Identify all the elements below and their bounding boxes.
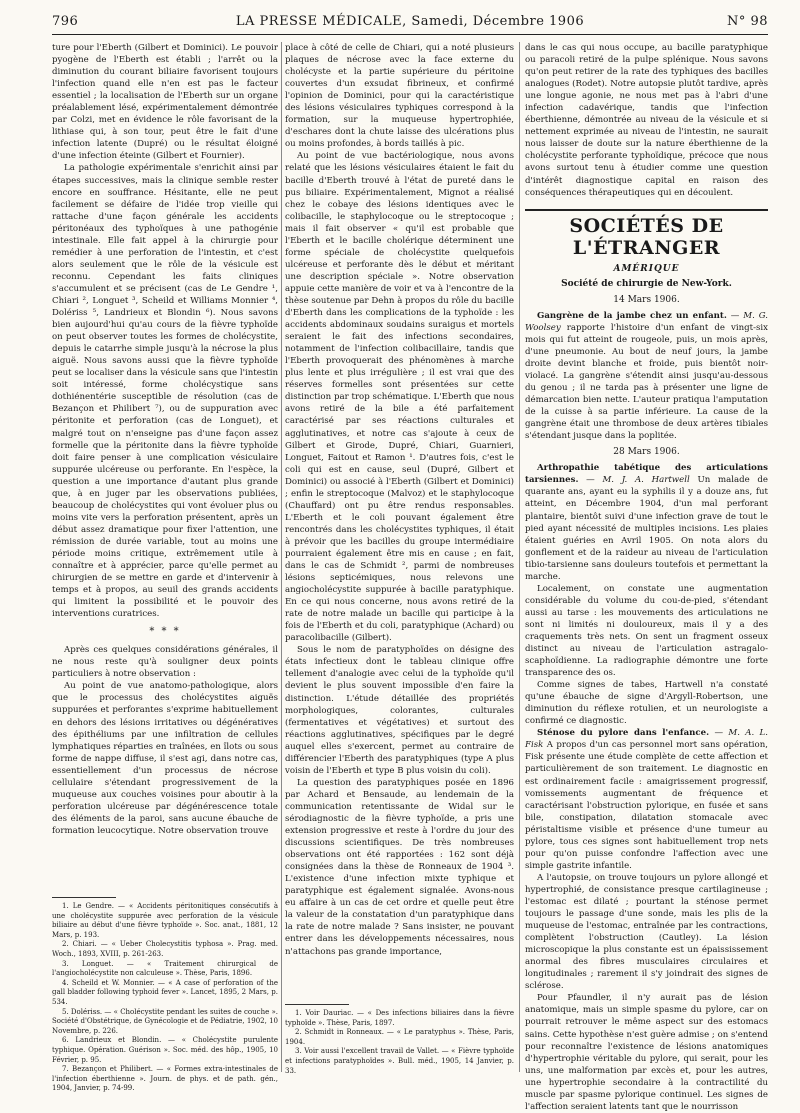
column-2	[285, 42, 514, 958]
paragraph: place à côté de celle de Chiari, qui a noté plusieurs plaques de nécrose avec la face externe du cholécyste et la partie supérieure du péritoine couvertes d'un exsudat fibrineux, et confirmé l'opinion de Dominici, pour qui la caractéristique des lésions vésiculaires typhiques correspond à la formation, sur la muqueuse hypertrophiée, d'eschares dont la chute laisse des ulcérations plus ou moins profondes, à bords taillés à pic.	[285, 43, 514, 150]
paragraph: Comme signes de tabes, Hartwell n'a constaté qu'une ébauche de signe d'Argyll-Robertson, une diminution du réflexe rotulien, et un neurologiste a confirmé ce diagnostic.	[525, 680, 768, 727]
footnote: 6. Landrieux et Blondin. — « Cholécystite purulente typhique. Opération. Guérison ». Soc. méd. des hôp., 1905, 10 Février, p. 95.	[52, 1036, 278, 1064]
article-text: A propos d'un cas personnel mort sans opération, Fisk présente une étude complète de cette affection et particulièrement de son traitement. Le diagnostic en est ordinairement facile : amaigrissement progressif, vomissements augmentant de fréquence et caractérisant l'obstruction pylorique, en fusée et sans bile, constipation, dilatation stomacale avec péristaltisme visible et présence d'une tumeur au pylore, tous ces signes sont habituellement trop nets pour qu'on puisse confondre l'affection avec une simple gastrite infantile.	[525, 740, 768, 871]
article-text: rapporte l'histoire d'un enfant de vingt-six mois qui fut atteint de rougeole, puis, un mois après, d'une pneumonie. Au bout de neuf jours, la jambe droite devint blanche et froide, puis bientôt noir-violacé. La gangrène s'étendit ainsi jusqu'au-dessous du genou ; il ne tarda pas à présenter une ligne de démarcation bien nette. L'auteur pratiqua l'amputation de la cuisse à sa partie inférieure. La cause de la gangrène était une thrombose de deux artères tibiales s'étendant jusque dans la poplitée.	[525, 322, 768, 442]
paragraph: A l'autopsie, on trouve toujours un pylore allongé et hypertrophié, de consistance presque cartilagineuse ; l'estomac est dilaté ; pourtant la sténose permet toujours le passage d'une sonde, mais les plis de la muqueuse de l'estomac, entraînée par les contractions, complètent l'obstruction (Cautley). La lésion microscopique la plus constante est un épaississement anormal des fibres musculaires circulaires et longitudinales ; rarement il s'y joindrait des signes de sclérose.	[525, 872, 768, 992]
article-paragraph: Sténose du pylore dans l'enfance. — M. A. L. Fisk A propos d'un cas personnel mort sans opération, Fisk présente une étude complète de cette affection et particulièrement de son traitement. Le diagnostic en est ordinairement facile : amaigrissement progressif, vomissements augmentant de fréquence et caractérisant l'obstruction pylorique, en fusée et sans bile, constipation, dilatation stomacale avec péristaltisme visible et présence d'une tumeur au pylore, tous ces signes sont habituellement trop nets pour qu'on puisse confondre l'affection avec une simple gastrite infantile.	[525, 728, 768, 871]
section-break-stars: * * *	[149, 626, 181, 638]
footnote-rule	[52, 897, 116, 898]
footnote-rule	[285, 1004, 349, 1005]
footnotes-column-2	[285, 1004, 514, 1076]
article-title: Gangrène de la jambe chez un enfant.	[537, 310, 727, 321]
paragraph: Localement, on constate une augmentation considérable du volume du cou-de-pied, s'étendant aussi au tarse : les mouvements des articulations ne sont ni limités ni douloureux, mais il y a des craquements très nets. On sent un fragment osseux distinct au niveau de l'articulation astragalo-scaphoïdienne. La radiographie démontre une forte transparence des os.	[525, 583, 768, 679]
article-author: M. A. L. Fisk	[525, 728, 768, 751]
footnote: 2. Schmidt in Ronneaux. — « Le paratyphus ». Thèse, Paris, 1904.	[285, 1028, 514, 1046]
article-title: Arthropathie tabétique des articulations tarsiennes.	[525, 463, 768, 486]
column-separator	[281, 42, 282, 1072]
article-paragraph: Arthropathie tabétique des articulations tarsiennes. — M. J. A. Hartwell Un malade de quarante ans, ayant eu la syphilis il y a douze ans, fut atteint, en Décembre 1904, d'un mal perforant plantaire, bientôt suivi d'une infection grave de tout le pied ayant nécessité de multiples incisions. Les plaies étaient guéries en Avril 1905. On nota alors du gonflement et de la raideur au niveau de l'articulation tibio-tarsienne sans douleurs toutefois et permettant la marche.	[525, 463, 769, 582]
footnote: 4. Scheild et W. Monnier. — « A case of perforation of the gall bladder following typhoid fever ». Lancet, 1895, 2 Mars, p. 534.	[52, 978, 278, 1006]
paragraph: Au point de vue anatomo-pathologique, alors que le processus des cholécystites aiguës suppurées et perforantes s'exprime habituellement en dehors des lésions irritatives ou dégénératives des épithéliums par une infiltration de cellules lymphatiques réparties en traînées, en îlots ou sous forme de nappe diffuse, il s'est agi, dans notre cas, essentiellement d'un processus de nécrose cellulaire s'étendant progressivement de la muqueuse aux couches voisines pour aboutir à la perforation ulcéreuse par dégénérescence totale des éléments de la paroi, sans aucune ébauche de formation leucocytique. Notre observation trouve	[52, 681, 278, 836]
paragraph: Après ces quelques considérations générales, il ne nous reste qu'à souligner deux points particuliers à notre observation :	[52, 645, 278, 680]
footnote: 2. Chiari. — « Ueber Cholecystitis typhosa ». Prag. med. Woch., 1893, XVIII, p. 261-263.	[52, 940, 278, 958]
page-header	[52, 14, 768, 32]
column-1	[52, 42, 278, 837]
article-author: M. J. A. Hartwell	[602, 475, 690, 486]
session-date: 14 Mars 1906.	[613, 294, 680, 305]
footnotes-column-1	[52, 897, 278, 1094]
issue-number: N° 98	[726, 14, 768, 29]
paragraph: Sous le nom de paratyphoïdes on désigne des états infectieux dont le tableau clinique offre tellement d'analogie avec celui de la typhoïde qu'il devient le plus souvent impossible d'en faire la distinction. L'étude détaillée des propriétés morphologiques, colorantes, culturales (fermentatives et végétatives) et surtout des réactions agglutinatives, spécifiques par le degré auquel elles s'exercent, permet au contraire de différencier l'Eberth des paratyphiques (type A plus voisin de l'Eberth et type B plus voisin du coli).	[285, 645, 514, 776]
society-heading: Société de chirurgie de New-York.	[561, 278, 732, 289]
footnote: 3. Longuet. — « Traitement chirurgical de l'angiocholécystite non calculeuse ». Thèse, Paris, 1896.	[52, 959, 278, 978]
column-3	[525, 42, 768, 1113]
footnote: 7. Bezançon et Philibert. — « Formes extra-intestinales de l'infection éberthienne ». Journ. de phys. et de path. gén., 1904, Janvier, p. 74-99.	[52, 1065, 278, 1093]
paragraph: La pathologie expérimentale s'enrichit ainsi par étapes successives, mais la clinique semble rester encore en souffrance. Hésitante, elle ne peut facilement se défaire de l'idée trop vieille qui rattache d'une façon générale les accidents péritonéaux des typhoïques à une pathogénie intestinale. Elle fait appel à la chirurgie pour remédier à une perforation de l'intestin, et c'est alors seulement que le rôle de la vésicule est reconnu. Cependant les faits cliniques s'accumulent et se précisent (cas de Le Gendre ¹, Chiari ², Longuet ³, Scheild et Williams Monnier ⁴, Dolériss ⁵, Landrieux et Blondin ⁶). Nous savons bien aujourd'hui qu'au cours de la fièvre typhoïde on peut observer toutes les formes de cholécystite, depuis le catarrhe simple jusqu'à la nécrose la plus aiguë. Nous savons aussi que la fièvre typhoïde peut se localiser dans la vésicule sans que l'intestin soit intéressé, forme cholécystique sans dothiénentérie susceptible de résolution (cas de Bezançon et Philibert ⁷), ou de suppuration avec péritonite et perforation (cas de Longuet), et malgré tout on n'enseigne pas d'une façon assez formelle que la péritonite dans la fièvre typhoïde doit faire penser à une complication vésiculaire suppurée ulcéreuse ou perforante. En l'espèce, la question a une importance d'autant plus grande que, à en juger par les observations publiées, beaucoup de cholécystites qui vont évoluer plus ou moins vite vers la perforation présentent, après un début assez dramatique pour fixer l'attention, une rémission de durée variable, tout au moins une période moins critique, extrêmement utile à connaître et à apprécier, parce qu'elle permet au chirurgien de se mettre en garde et d'intervenir à temps et à propos, au seuil des grands accidents qui limitent la possibilité et le pouvoir des interventions curatrices.	[52, 163, 278, 620]
header-rule	[52, 34, 768, 35]
paragraph: Au point de vue bactériologique, nous avons relaté que les lésions vésiculaires étaient le fait du bacille d'Eberth trouvé à l'état de pureté dans le pus biliaire. Expérimentalement, Mignot a réalisé chez le cobaye des lésions identiques avec le colibacille, le staphylocoque ou le streptocoque ; mais il fait observer « qu'il est probable que l'Eberth et le bacille cholérique déterminent une forme spéciale de cholécystite quelquefois ulcéreuse et perforante dès le début et méritant une description spéciale ». Notre observation appuie cette manière de voir et va à l'encontre de la thèse soutenue par Dehn à propos du rôle du bacille d'Eberth dans les complications de la typhoïde : les accidents abdominaux soudains suraigus et mortels seraient le fait des infections secondaires, notamment de l'infection colibacillaire, tandis que l'Eberth provoquerait des phénomènes à marche plus lente et plus irrégulière ; il est vrai que des réserves formelles sont présentées sur cette distinction par trop schématique. L'Eberth que nous avons retiré de la bile a été parfaitement caractérisé par ses réactions culturales et agglutinatives, et notre cas s'ajoute à ceux de Gilbert et Girode, Dupré, Chiari, Guarnieri, Longuet, Faitout et Ramon ¹. D'autres fois, c'est le coli qui est en cause, seul (Dupré, Gilbert et Dominici) ou associé à l'Eberth (Gilbert et Dominici) ; enfin le streptocoque (Malvoz) et le staphylocoque (Chauffard) ont pu être rendus responsables. L'Eberth et le coli pouvant également être rencontrés dans les cholécystites typhiques, il était à prévoir que les bacilles du groupe intermédiaire pourraient également être mis en cause ; en fait, dans le cas de Schmidt ², parmi de nombreuses lésions septicémiques, nous relevons une angiocholécystite suppurée à bacille paratyphique. En ce qui nous concerne, nous avons retiré de la rate de notre malade un bacille qui participe à la fois de l'Eberth et du coli, paratyphique (Achard) ou paracolibacille (Gilbert).	[285, 151, 514, 644]
session-date: 28 Mars 1906.	[613, 447, 680, 458]
page-number: 796	[52, 14, 79, 29]
article-text: Un malade de quarante ans, ayant eu la syphilis il y a douze ans, fut atteint, en Décembre 1904, d'un mal perforant plantaire, bientôt suivi d'une infection grave de tout le pied ayant nécessité de multiples incisions. Les plaies étaient guéries en Avril 1905. On nota alors du gonflement et de la raideur au niveau de l'articulation tibio-tarsienne sans douleurs toutefois et permettant la marche.	[525, 475, 769, 582]
footnote: 1. Le Gendre. — « Accidents péritonitiques consécutifs à une cholécystite suppurée avec perforation de la vésicule biliaire au début d'une fièvre typhoïde ». Soc. anat., 1881, 12 Mars, p. 193.	[52, 902, 278, 939]
journal-title: LA PRESSE MÉDICALE, Samedi, Décembre 1906	[235, 14, 585, 29]
paragraph: Pour Pfaundler, il n'y aurait pas de lésion anatomique, mais un simple spasme du pylore, car on pourrait retrouver le même aspect sur des estomacs sains. Cette hypothèse n'est guère admise ; on s'entend pour reconnaître l'existence de lésions anatomiques d'hypertrophie véritable du pylore, qui serait, pour les uns, une malformation par excès et, pour les autres, une hypertrophie secondaire à la contractilité du muscle par spasme pylorique continuel. Les signes de l'affection seraient latents tant que le nourrisson	[525, 993, 768, 1112]
footnote: 3. Voir aussi l'excellent travail de Vallet. — « Fièvre typhoïde et infections paratyphoïdes ». Bull. méd., 1905, 14 Janvier, p. 33.	[285, 1047, 514, 1075]
section-title: SOCIÉTÉS DE L'ÉTRANGER	[525, 209, 768, 259]
paragraph: dans le cas qui nous occupe, au bacille paratyphique ou paracoli retiré de la pulpe splénique. Nous savons qu'on peut retirer de la rate des typhiques des bacilles analogues (Rodet). Notre autopsie plutôt tardive, après une longue agonie, ne nous met pas à l'abri d'une infection cadavérique, tandis que l'infection éberthienne, démontrée au niveau de la vésicule et si nettement exprimée au niveau de l'intestin, ne saurait nous laisser de doute sur la nature éberthienne de la cholécystite perforante typhoïdique, précoce que nous avons surtout tenu à étudier comme une question d'intérêt diagnostique capital en raison des conséquences thérapeutiques qui en découlent.	[525, 43, 768, 198]
article-paragraph: Gangrène de la jambe chez un enfant. — M. G. Woolsey rapporte l'histoire d'un enfant de vingt-six mois qui fut atteint de rougeole, puis, un mois après, d'une pneumonie. Au bout de neuf jours, la jambe droite devint blanche et froide, puis bientôt noir-violacé. La gangrène s'étendit ainsi jusqu'au-dessous du genou ; il ne tarda pas à présenter une ligne de démarcation bien nette. L'auteur pratiqua l'amputation de la cuisse à sa partie inférieure. La cause de la gangrène était une thrombose de deux artères tibiales s'étendant jusque dans la poplitée.	[525, 310, 768, 442]
article-title: Sténose du pylore dans l'enfance.	[537, 728, 710, 739]
column-separator	[519, 42, 520, 1072]
paragraph: La question des paratyphiques posée en 1896 par Achard et Bensaude, au lendemain de la communication retentissante de Widal sur le sérodiagnostic de la fièvre typhoïde, a pris une extension progressive et reste à l'ordre du jour des discussions scientifiques. De très nombreuses observations ont été rapportées : 162 sont déjà consignées dans la thèse de Ronneaux de 1904 ³. L'existence d'une infection mixte typhique et paratyphique est également signalée. Avons-nous eu affaire à un cas de cet ordre et quelle peut être la valeur de la constatation d'un paratyphique dans la rate de notre malade ? Sans insister, ne pouvant entrer dans les développements nécessaires, nous n'attachons pas grande importance,	[285, 777, 514, 957]
article-author: M. G. Woolsey	[525, 310, 768, 333]
footnote: 1. Voir Dauriac. — « Des infections biliaires dans la fièvre typhoïde ». Thèse, Paris, 1897.	[285, 1009, 514, 1027]
country-heading: AMÉRIQUE	[613, 263, 680, 274]
footnote: 5. Dolériss. — « Cholécystite pendant les suites de couche ». Société d'Obstétrique, de Gynécologie et de Pédiatrie, 1902, 10 Novembre, p. 226.	[52, 1007, 278, 1035]
paragraph: ture pour l'Eberth (Gilbert et Dominici). Le pouvoir pyogène de l'Eberth est établi ; l'arrêt ou la diminution du courant biliaire favorisent toujours l'infection quand elle n'en est pas le facteur essentiel ; la localisation de l'Eberth sur un organe préalablement lésé, expérimentalement démontrée par Colzi, met en évidence le rôle favorisant de la lithiase qui, à son tour, peut être le fait d'une infection latente (Dupré) ou le résultat éloigné d'une infection éteinte (Gilbert et Fournier).	[52, 43, 278, 162]
